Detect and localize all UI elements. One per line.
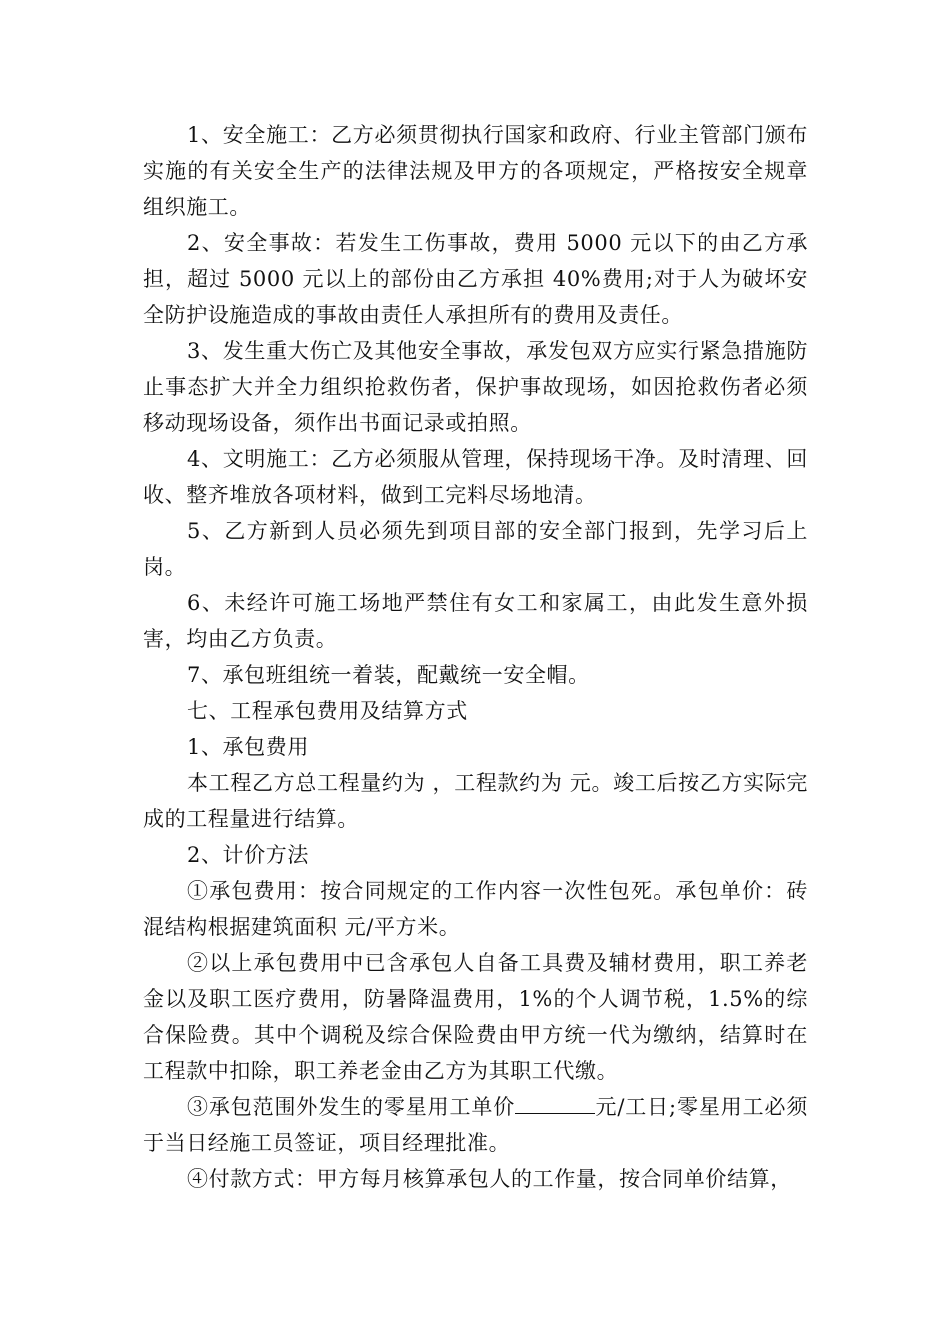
subheading-contract-cost: 1、承包费用 [187,735,309,759]
fill-in-blank-line [515,1091,595,1114]
paragraph-safety-construction: 1、安全施工：乙方必须贯彻执行国家和政府、行业主管部门颁布实施的有关安全生产的法律法规及甲方的各项规定，严格按安全规章组织施工。 [143,123,808,219]
pricing-item-3-text-before: ③承包范围外发生的零星用工单价 [187,1095,516,1119]
paragraph-civilized-construction: 4、文明施工：乙方必须服从管理，保持现场干净。及时清理、回收、整齐堆放各项材料，做到工完料尽场地清。 [143,447,808,507]
paragraph-total-quantity: 本工程乙方总工程量约为 ，工程款约为 元。竣工后按乙方实际完成的工程量进行结算。 [143,771,808,831]
section-heading-cost-settlement: 七、工程承包费用及结算方式 [187,699,468,723]
paragraph-major-casualty: 3、发生重大伤亡及其他安全事故，承发包双方应实行紧急措施防止事态扩大并全力组织抢救伤者，保护事故现场，如因抢救伤者必须移动现场设备，须作出书面记录或拍照。 [143,339,808,435]
paragraph-uniform: 7、承包班组统一着装，配戴统一安全帽。 [187,663,590,687]
document-body [143,117,808,1197]
paragraph-new-personnel: 5、乙方新到人员必须先到项目部的安全部门报到，先学习后上岗。 [143,519,808,579]
pricing-item-3-text-after: 元/工日;零星用工必须于当日经施工员签证，项目经理批准。 [143,1095,809,1155]
paragraph-pricing-item-3 [143,1089,808,1161]
paragraph-site-restriction: 6、未经许可施工场地严禁住有女工和家属工，由此发生意外损害，均由乙方负责。 [143,591,808,651]
subheading-pricing-method: 2、计价方法 [187,843,309,867]
paragraph-pricing-item-1: ①承包费用：按合同规定的工作内容一次性包死。承包单价：砖混结构根据建筑面积 元/平方米。 [143,879,808,939]
paragraph-pricing-item-2: ②以上承包费用中已含承包人自备工具费及辅材费用，职工养老金以及职工医疗费用，防暑降温费用，1%的个人调节税，1.5%的综合保险费。其中个调税及综合保险费由甲方统一代为缴纳，结算时在工程款中扣除，职工养老金由乙方为其职工代缴。 [143,951,808,1083]
paragraph-payment-method: ④付款方式：甲方每月核算承包人的工作量，按合同单价结算， [187,1167,792,1191]
paragraph-safety-accident: 2、安全事故：若发生工伤事故，费用 5000 元以下的由乙方承担，超过 5000 元以上的部份由乙方承担 40%费用;对于人为破坏安全防护设施造成的事故由责任人承担所有的费用及责任。 [143,231,808,327]
